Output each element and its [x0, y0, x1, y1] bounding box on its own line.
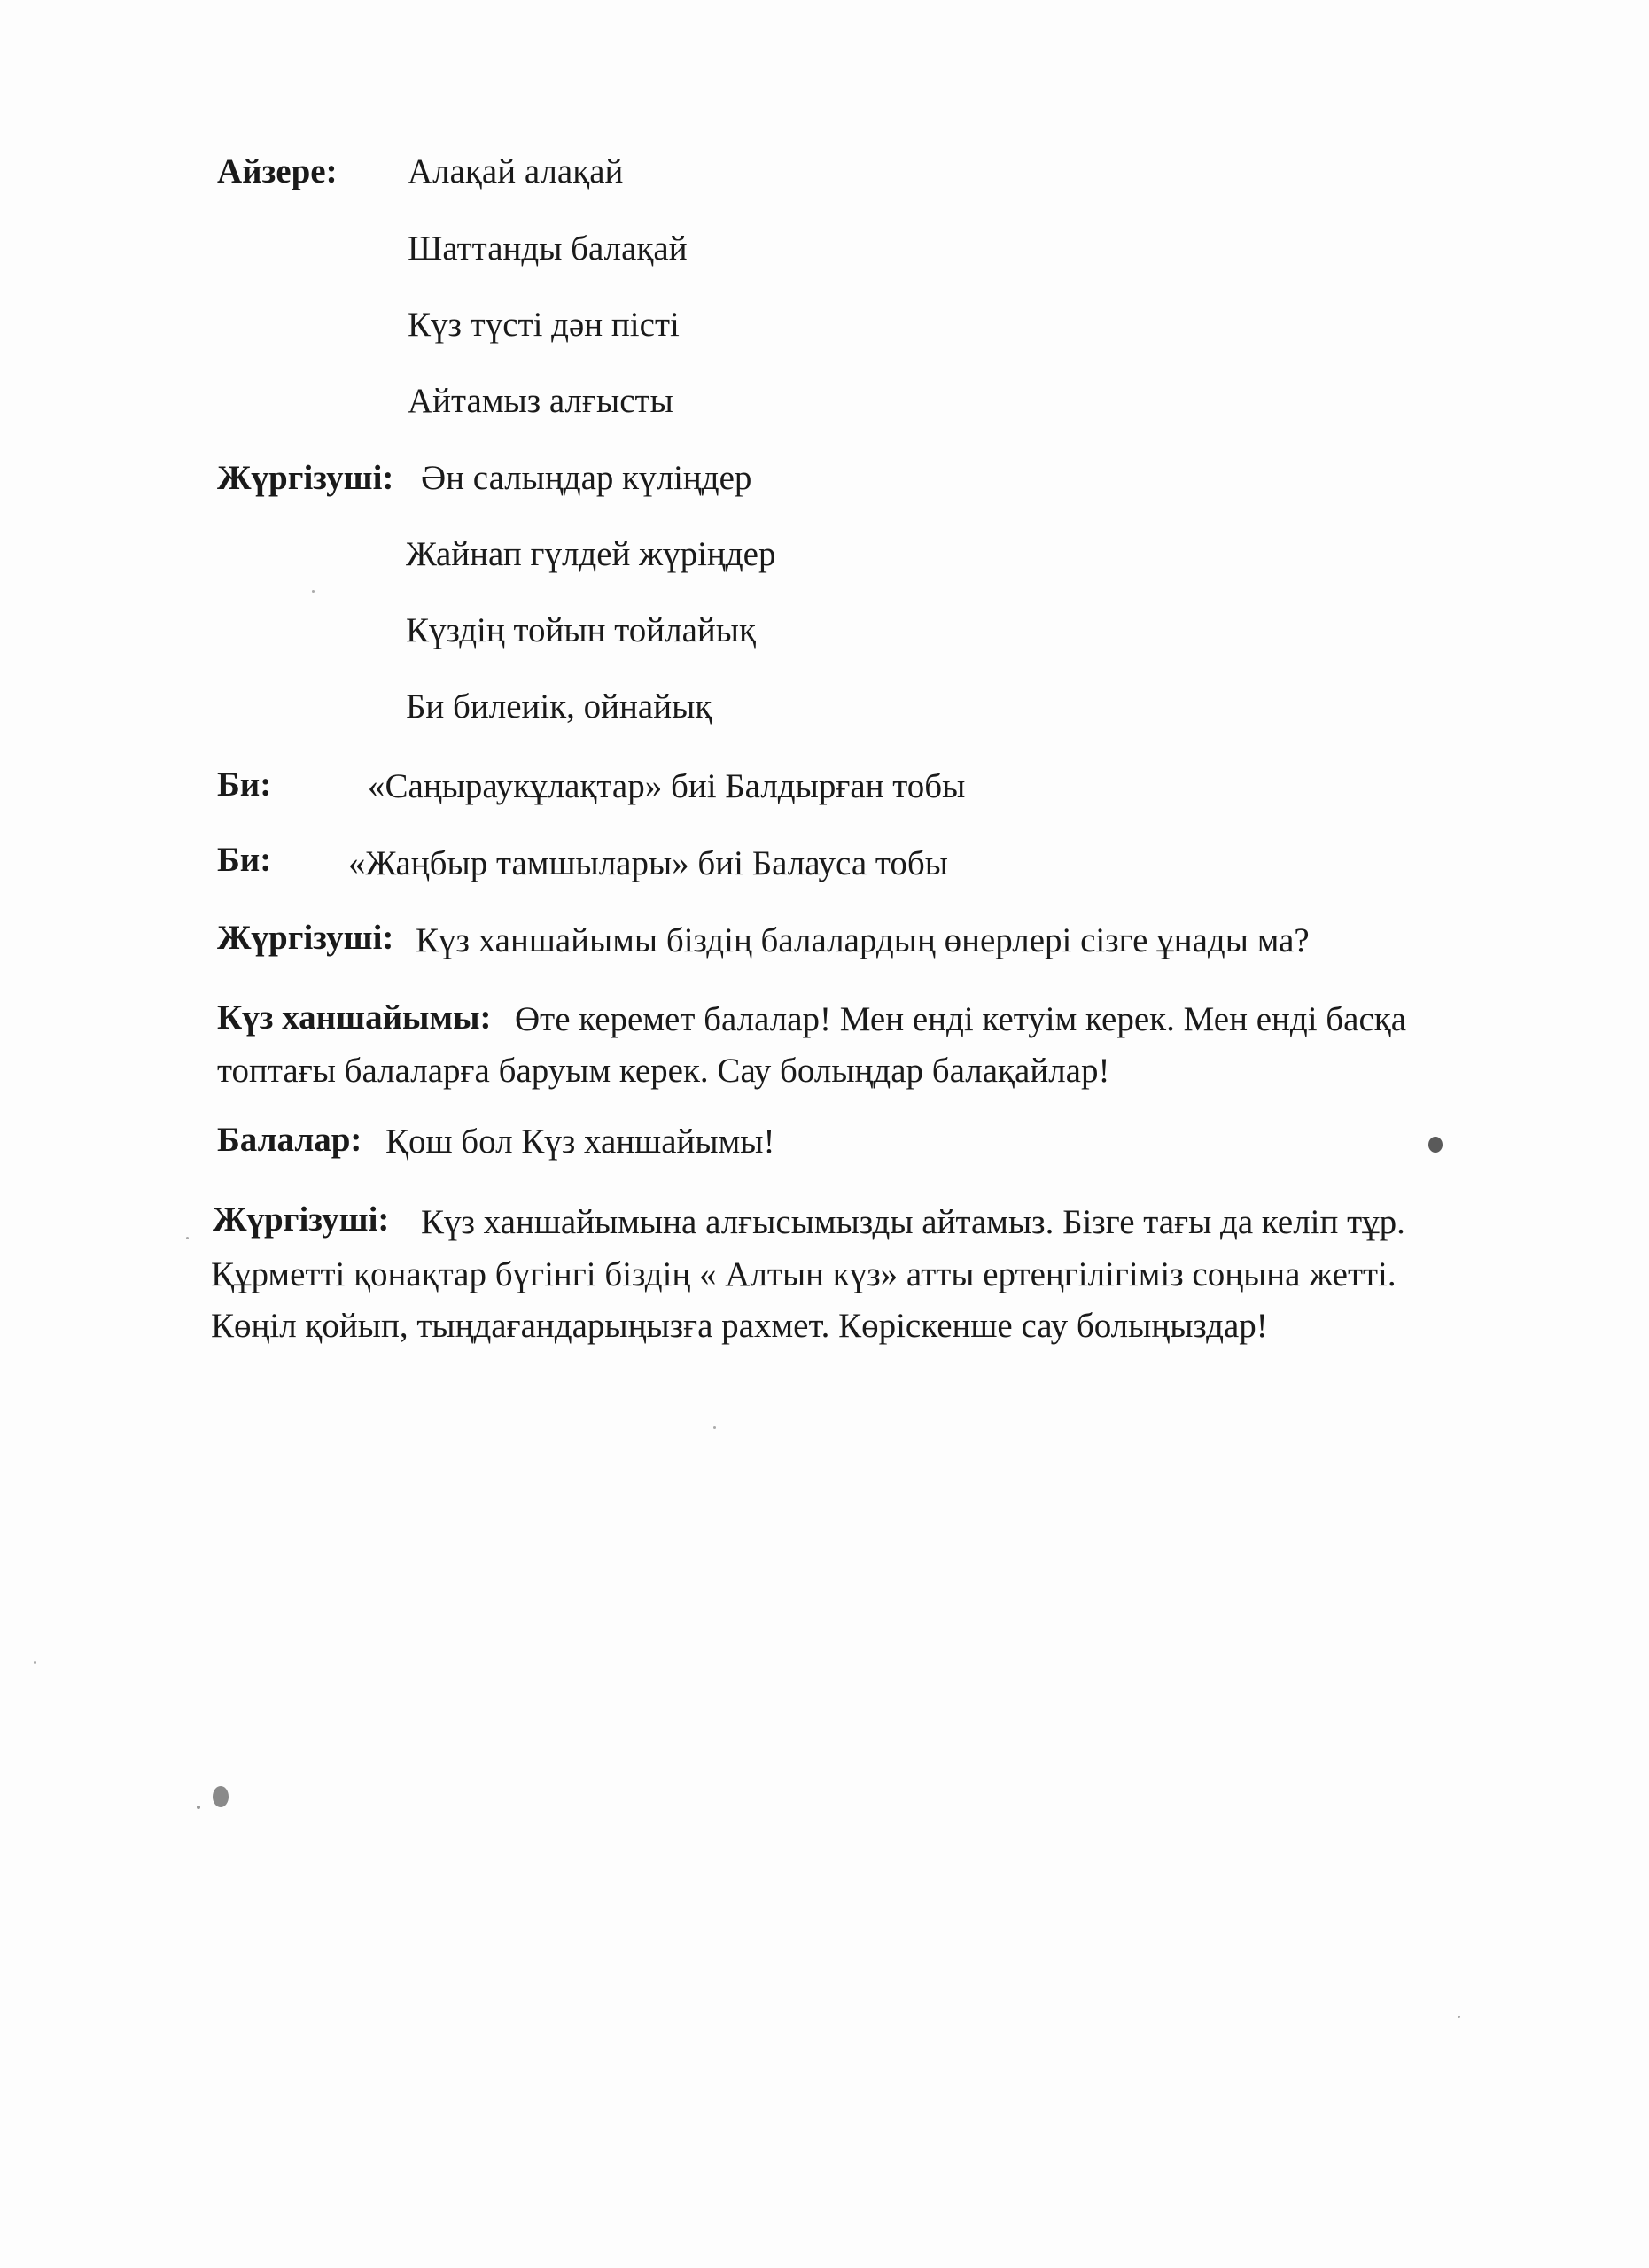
scan-speck [713, 1426, 716, 1429]
host-1-line-4: Би билеиік, ойнайық [406, 687, 712, 726]
speaker-host-3: Жүргізуші: [213, 1200, 390, 1239]
speaker-aizere: Айзере: [217, 152, 338, 190]
host-1-line-2: Жайнап гүлдей жүріңдер [406, 535, 776, 573]
scan-speck [197, 1806, 200, 1809]
host-1-line-1: Ән салыңдар күліңдер [421, 459, 752, 497]
host-3-line-3: Көңіл қойып, тыңдағандарыңызға рахмет. Көріскенше сау болыңыздар! [211, 1307, 1268, 1345]
host-3-line-1: Күз ханшайымына алғысымызды айтамыз. Бізге тағы да келіп тұр. [421, 1203, 1405, 1241]
aizere-line-2: Шаттанды балақай [408, 229, 688, 268]
scan-speck [1458, 2016, 1460, 2018]
scan-speck [312, 590, 315, 593]
children-text: Қош бол Күз ханшайымы! [385, 1122, 775, 1161]
dance-2-text: «Жаңбыр тамшылары» биі Балауса тобы [348, 844, 948, 882]
host-3-line-2: Құрметті қонақтар бүгінгі біздің « Алтын күз» атты ертеңгілігіміз соңына жетті. [211, 1255, 1396, 1293]
speaker-host-1: Жүргізуші: [217, 459, 394, 497]
host-2-text: Күз ханшайымы біздің балалардың өнерлері сізге ұнады ма? [416, 921, 1310, 959]
queen-line-2: топтағы балаларға баруым керек. Сау болыңдар балақайлар! [217, 1052, 1110, 1090]
speaker-autumn-queen: Күз ханшайымы: [217, 998, 492, 1037]
scan-speck [1428, 1137, 1443, 1153]
aizere-line-1: Алақай алақай [408, 152, 624, 190]
scan-speck [213, 1786, 229, 1807]
speaker-dance-2: Би: [217, 841, 272, 879]
scan-speck [34, 1661, 36, 1664]
speaker-children: Балалар: [217, 1121, 362, 1159]
speaker-host-2: Жүргізуші: [217, 919, 394, 957]
aizere-line-4: Айтамыз алғысты [408, 382, 673, 420]
scan-speck [186, 1237, 189, 1239]
aizere-line-3: Күз түсті дән пісті [408, 306, 680, 344]
host-1-line-3: Күздің тойын тойлайық [406, 611, 756, 649]
dance-1-text: «Саңыраукұлақтар» биі Балдырған тобы [368, 767, 966, 805]
speaker-dance-1: Би: [217, 765, 272, 804]
queen-line-1: Өте керемет балалар! Мен енді кетуім керек. Мен енді басқа [515, 1000, 1407, 1038]
